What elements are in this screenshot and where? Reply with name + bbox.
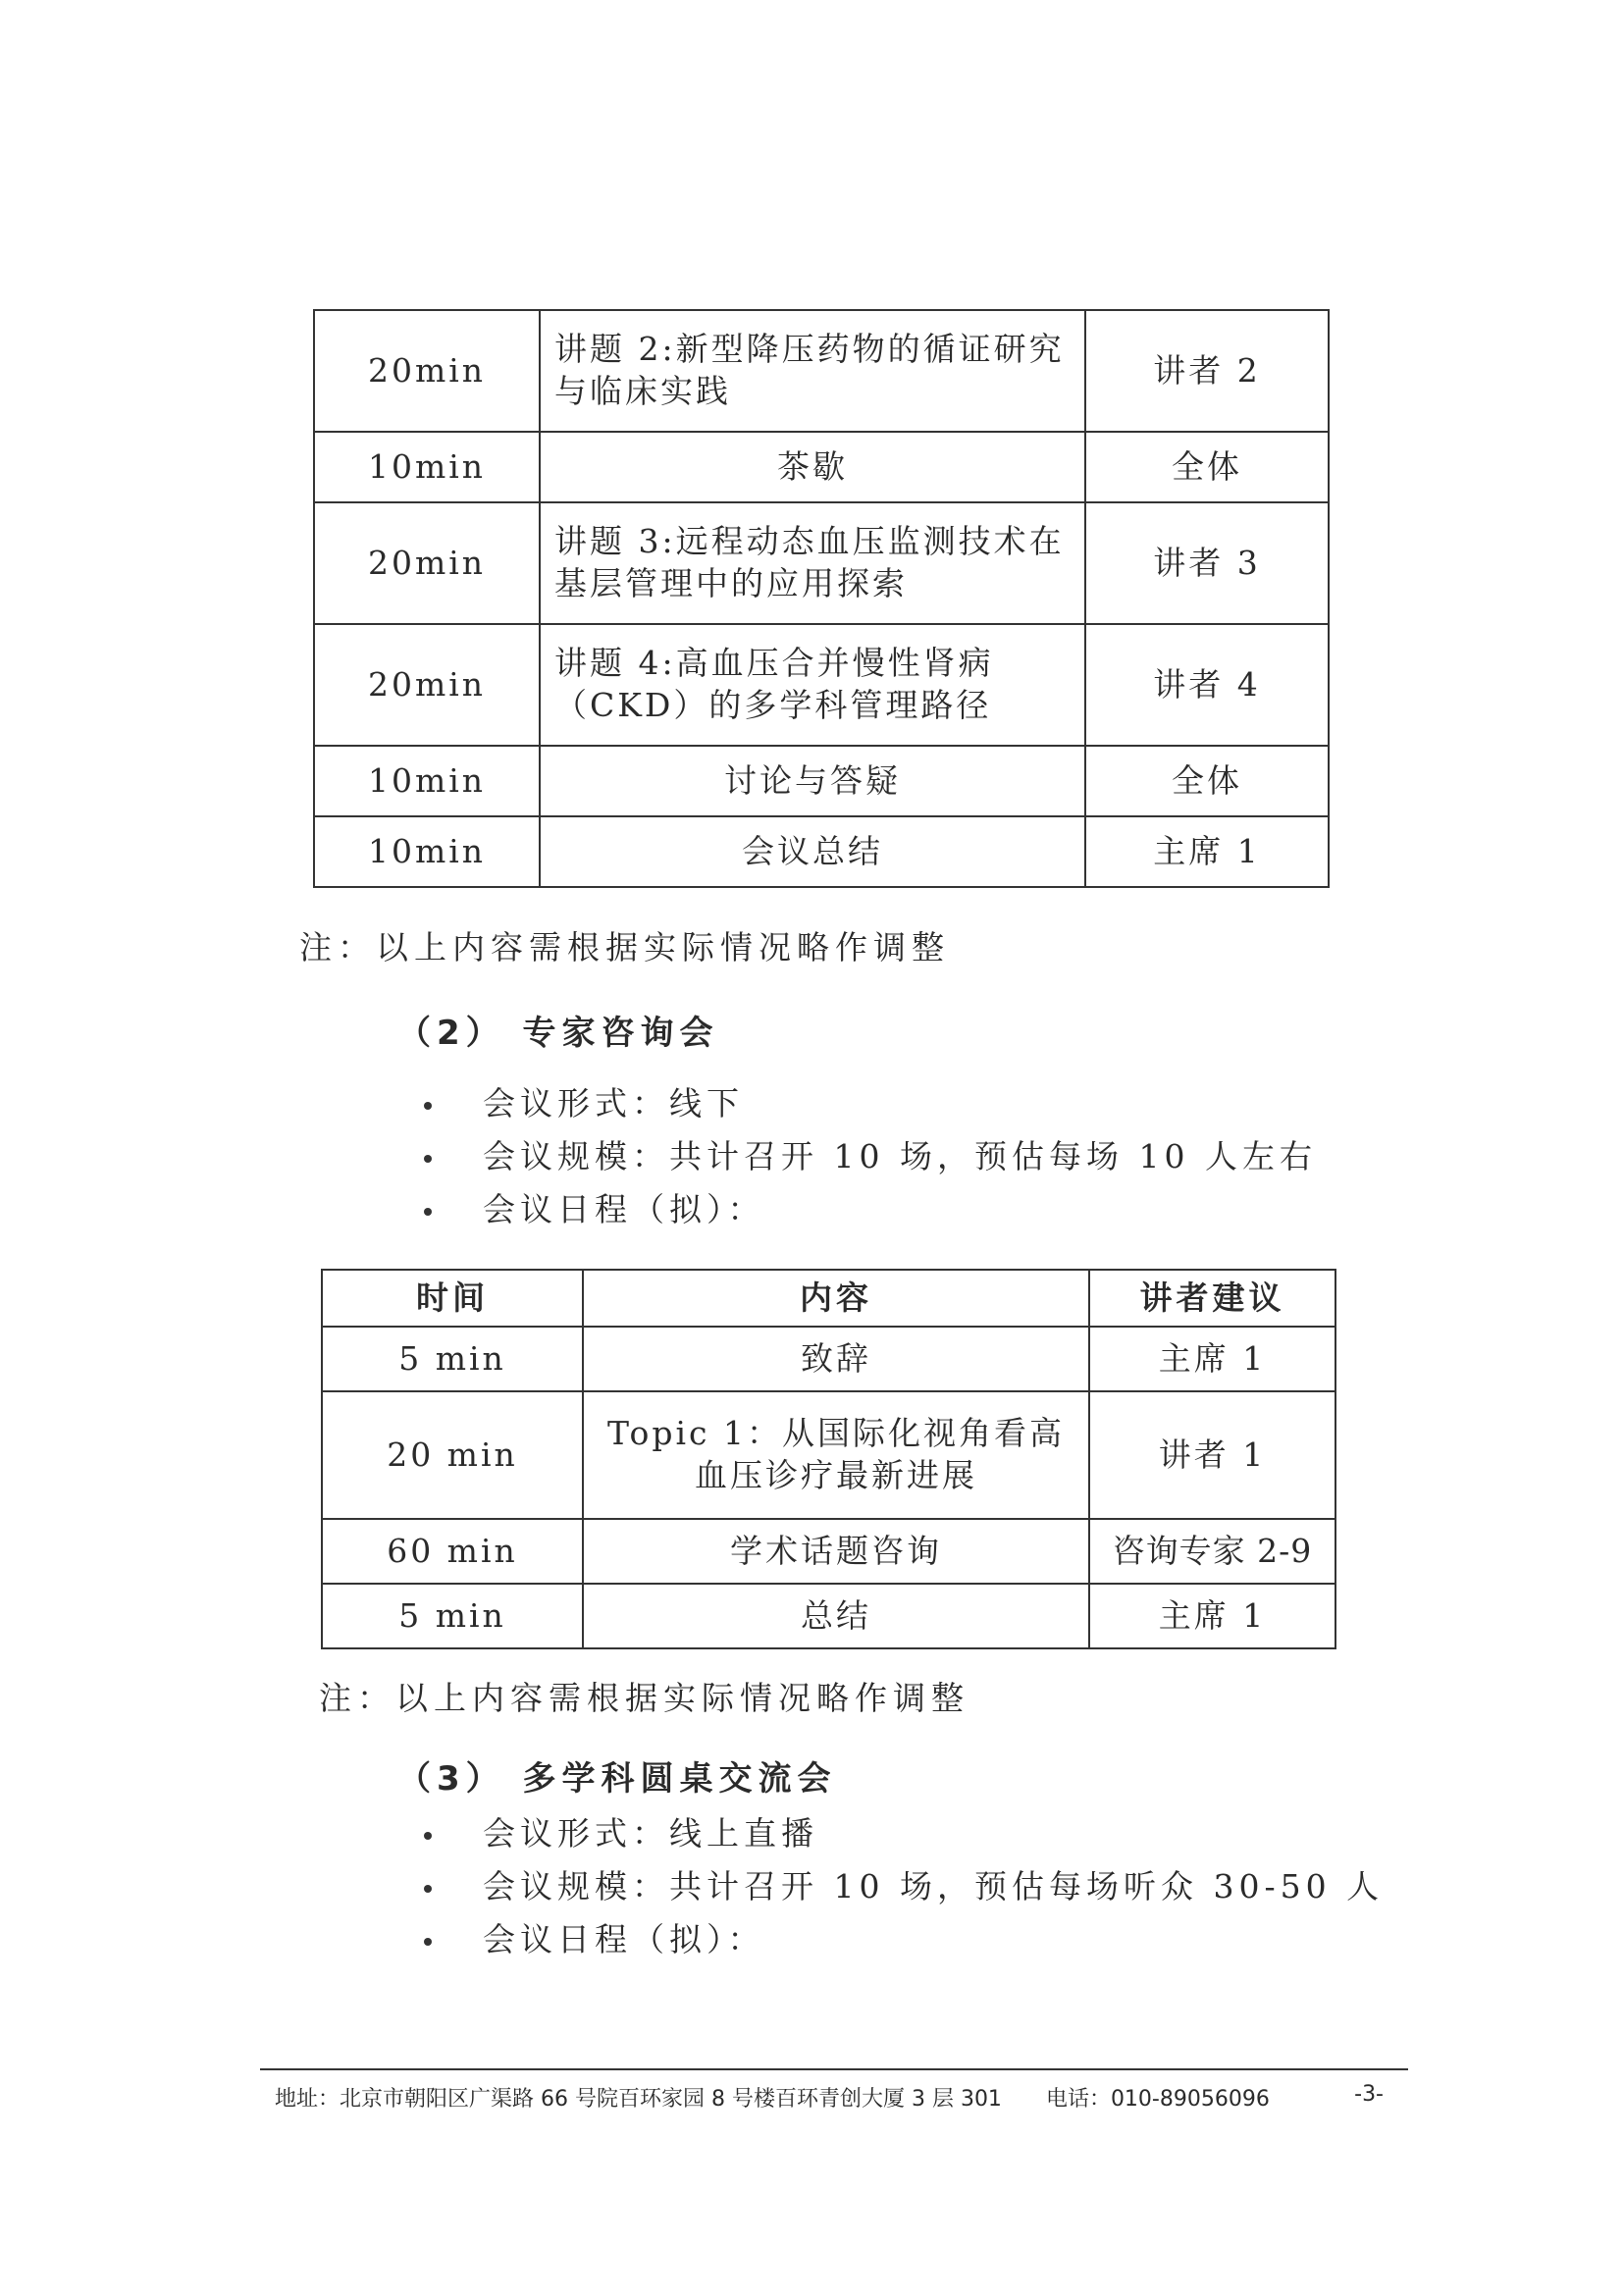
table-row	[314, 432, 1329, 502]
meeting-info-list	[424, 1077, 1317, 1236]
content-cell: 讲题 3:远程动态血压监测技术在基层管理中的应用探索	[540, 502, 1085, 624]
adjustment-note: 注：以上内容需根据实际情况略作调整	[319, 1679, 969, 1717]
speaker-cell: 咨询专家 2-9	[1089, 1519, 1335, 1584]
content-cell: 讲题 4:高血压合并慢性肾病（CKD）的多学科管理路径	[540, 624, 1085, 746]
speaker-cell: 讲者 2	[1085, 310, 1329, 432]
content-cell: 总结	[583, 1584, 1089, 1648]
column-header-time: 时间	[322, 1270, 583, 1327]
time-cell: 20min	[314, 310, 540, 432]
speaker-cell: 主席 1	[1085, 816, 1329, 887]
bullet-icon	[424, 1885, 432, 1893]
time-cell: 10min	[314, 432, 540, 502]
time-cell: 5 min	[322, 1327, 583, 1391]
speaker-cell: 全体	[1085, 432, 1329, 502]
speaker-cell: 讲者 1	[1089, 1391, 1335, 1519]
content-cell: 学术话题咨询	[583, 1519, 1089, 1584]
footer-divider	[260, 2068, 1408, 2070]
adjustment-note: 注：以上内容需根据实际情况略作调整	[299, 928, 950, 966]
table-row	[322, 1391, 1335, 1519]
bullet-icon	[424, 1102, 432, 1110]
content-cell: Topic 1：从国际化视角看高血压诊疗最新进展	[583, 1391, 1089, 1519]
content-cell: 讲题 2:新型降压药物的循证研究与临床实践	[540, 310, 1085, 432]
expert-consultation-agenda-table	[321, 1269, 1336, 1649]
footer-address: 地址：北京市朝阳区广渠路 66 号院百环家园 8 号楼百环青创大厦 3 层 301	[275, 2087, 1002, 2112]
table-row	[314, 624, 1329, 746]
section-heading-expert-consultation: （2） 专家咨询会	[397, 1014, 719, 1053]
time-cell: 10min	[314, 746, 540, 816]
content-cell: 讨论与答疑	[540, 746, 1085, 816]
table-row	[314, 502, 1329, 624]
list-item: 会议日程（拟）：	[424, 1913, 1384, 1966]
content-cell: 茶歇	[540, 432, 1085, 502]
bullet-icon	[424, 1155, 432, 1163]
footer-phone: 电话：010-89056096	[1045, 2087, 1270, 2112]
table-row	[322, 1327, 1335, 1391]
table-row	[314, 816, 1329, 887]
content-cell: 会议总结	[540, 816, 1085, 887]
speaker-cell: 主席 1	[1089, 1584, 1335, 1648]
agenda-table-continued	[313, 309, 1330, 888]
time-cell: 60 min	[322, 1519, 583, 1584]
list-item: 会议形式：线下	[424, 1077, 1317, 1130]
meeting-info-list	[424, 1807, 1384, 1966]
time-cell: 5 min	[322, 1584, 583, 1648]
list-item: 会议规模：共计召开 10 场，预估每场 10 人左右	[424, 1130, 1317, 1183]
time-cell: 10min	[314, 816, 540, 887]
table-row	[314, 310, 1329, 432]
section-heading-roundtable: （3） 多学科圆桌交流会	[397, 1759, 837, 1799]
table-row	[322, 1584, 1335, 1648]
column-header-content: 内容	[583, 1270, 1089, 1327]
list-item: 会议规模：共计召开 10 场，预估每场听众 30-50 人	[424, 1860, 1384, 1913]
bullet-icon	[424, 1208, 432, 1216]
speaker-cell: 主席 1	[1089, 1327, 1335, 1391]
time-cell: 20 min	[322, 1391, 583, 1519]
bullet-icon	[424, 1938, 432, 1946]
list-item: 会议日程（拟）：	[424, 1183, 1317, 1236]
speaker-cell: 讲者 3	[1085, 502, 1329, 624]
bullet-icon	[424, 1832, 432, 1840]
table-row	[322, 1519, 1335, 1584]
page-footer	[275, 2082, 1384, 2113]
speaker-cell: 全体	[1085, 746, 1329, 816]
time-cell: 20min	[314, 624, 540, 746]
speaker-cell: 讲者 4	[1085, 624, 1329, 746]
page-number: -3-	[1354, 2082, 1384, 2107]
time-cell: 20min	[314, 502, 540, 624]
column-header-speaker: 讲者建议	[1089, 1270, 1335, 1327]
table-header-row	[322, 1270, 1335, 1327]
list-item: 会议形式：线上直播	[424, 1807, 1384, 1860]
content-cell: 致辞	[583, 1327, 1089, 1391]
table-row	[314, 746, 1329, 816]
